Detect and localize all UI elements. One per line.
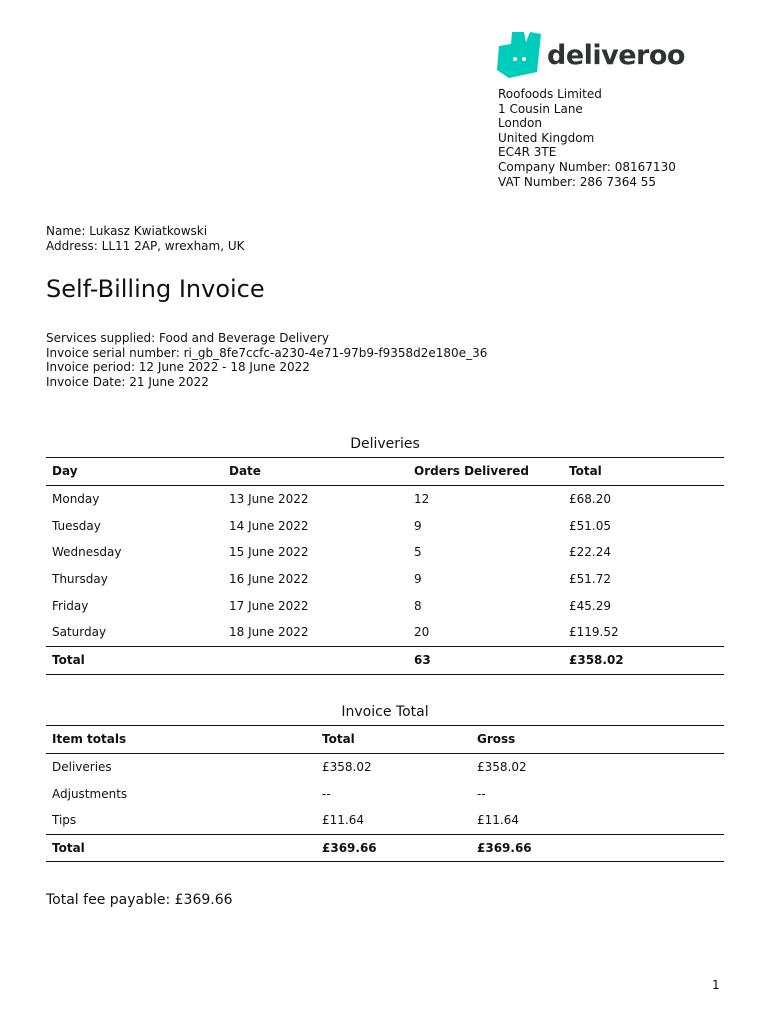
total-fee-payable: Total fee payable: £369.66 xyxy=(46,892,233,908)
table-cell: £11.64 xyxy=(322,813,364,828)
table-row xyxy=(46,807,724,834)
table-header-row xyxy=(46,458,724,486)
column-header: Item totals xyxy=(52,732,127,747)
company-line: United Kingdom xyxy=(498,130,595,145)
column-header: Orders Delivered xyxy=(414,464,530,479)
invoice-meta xyxy=(46,331,487,389)
table-cell: -- xyxy=(477,786,486,801)
table-cell: £369.66 xyxy=(322,841,377,856)
table-cell: £51.72 xyxy=(569,572,611,587)
company-address xyxy=(498,87,676,189)
table-row xyxy=(46,485,724,512)
invoice-period: Invoice period: 12 June 2022 - 18 June 2022 xyxy=(46,360,310,375)
company-line: Company Number: 08167130 xyxy=(498,159,676,174)
table-total-row xyxy=(46,834,724,862)
services-supplied: Services supplied: Food and Beverage Delivery xyxy=(46,331,330,345)
kangaroo-logo-icon xyxy=(497,32,541,78)
table-row xyxy=(46,780,724,807)
company-line: London xyxy=(498,116,542,131)
table-cell: £358.02 xyxy=(477,760,527,775)
table-cell: Tips xyxy=(52,813,77,828)
table-cell xyxy=(223,646,408,674)
table-cell: £119.52 xyxy=(569,625,619,640)
table-cell: Deliveries xyxy=(52,760,112,775)
table-cell: 18 June 2022 xyxy=(229,625,309,640)
deliveries-caption: Deliveries xyxy=(350,436,420,452)
table-cell: 13 June 2022 xyxy=(229,492,309,507)
table-cell: Wednesday xyxy=(52,545,122,560)
table-cell: 12 xyxy=(414,492,430,507)
table-cell: 63 xyxy=(414,653,431,668)
table-cell: -- xyxy=(322,786,331,801)
recipient-address: Address: LL11 2AP, wrexham, UK xyxy=(46,238,245,253)
deliveries-table xyxy=(46,457,724,675)
table-cell: £369.66 xyxy=(477,841,532,856)
column-header: Total xyxy=(322,732,355,747)
page-number: 1 xyxy=(712,978,720,992)
company-line: 1 Cousin Lane xyxy=(498,101,583,116)
table-cell: £45.29 xyxy=(569,598,611,613)
table-total-row xyxy=(46,646,724,674)
table-cell: 20 xyxy=(414,625,430,640)
recipient-block xyxy=(46,224,245,253)
table-cell: 5 xyxy=(414,545,422,560)
table-cell: Saturday xyxy=(52,625,107,640)
table-cell: Tuesday xyxy=(52,518,101,533)
page-title: Self-Billing Invoice xyxy=(46,275,265,303)
company-line: VAT Number: 286 7364 55 xyxy=(498,174,657,189)
table-cell: £358.02 xyxy=(322,760,372,775)
column-header: Date xyxy=(229,464,261,479)
table-cell: £358.02 xyxy=(569,653,624,668)
table-cell: 14 June 2022 xyxy=(229,518,309,533)
brand-name: deliveroo xyxy=(547,39,685,71)
column-header: Day xyxy=(52,464,78,479)
table-cell: Adjustments xyxy=(52,786,128,801)
table-cell: 17 June 2022 xyxy=(229,598,309,613)
table-row xyxy=(46,512,724,539)
table-cell: Monday xyxy=(52,492,100,507)
company-line: Roofoods Limited xyxy=(498,87,602,101)
column-header: Total xyxy=(569,464,602,479)
table-cell: 9 xyxy=(414,518,422,533)
table-row xyxy=(46,619,724,646)
invoice-total-caption: Invoice Total xyxy=(341,704,429,720)
table-row xyxy=(46,592,724,619)
invoice-date: Invoice Date: 21 June 2022 xyxy=(46,374,209,389)
table-cell: 16 June 2022 xyxy=(229,572,309,587)
deliveroo-logo xyxy=(497,31,685,79)
table-cell: Friday xyxy=(52,598,89,613)
table-cell: Thursday xyxy=(52,572,108,587)
company-line: EC4R 3TE xyxy=(498,145,557,160)
invoice-total-table xyxy=(46,725,724,862)
column-header: Gross xyxy=(477,732,516,747)
table-row xyxy=(46,566,724,593)
table-header-row xyxy=(46,726,724,754)
table-cell: 8 xyxy=(414,598,422,613)
table-cell: Total xyxy=(52,653,85,668)
table-cell: 15 June 2022 xyxy=(229,545,309,560)
table-cell: 9 xyxy=(414,572,422,587)
table-cell: £22.24 xyxy=(569,545,611,560)
recipient-name: Name: Lukasz Kwiatkowski xyxy=(46,224,208,238)
table-row xyxy=(46,753,724,780)
table-cell: £11.64 xyxy=(477,813,519,828)
table-cell: £68.20 xyxy=(569,492,611,507)
table-cell: Total xyxy=(52,841,85,856)
table-row xyxy=(46,539,724,566)
invoice-serial: Invoice serial number: ri_gb_8fe7ccfc-a230-4e71-97b9-f9358d2e180e_36 xyxy=(46,345,488,360)
table-cell: £51.05 xyxy=(569,518,611,533)
